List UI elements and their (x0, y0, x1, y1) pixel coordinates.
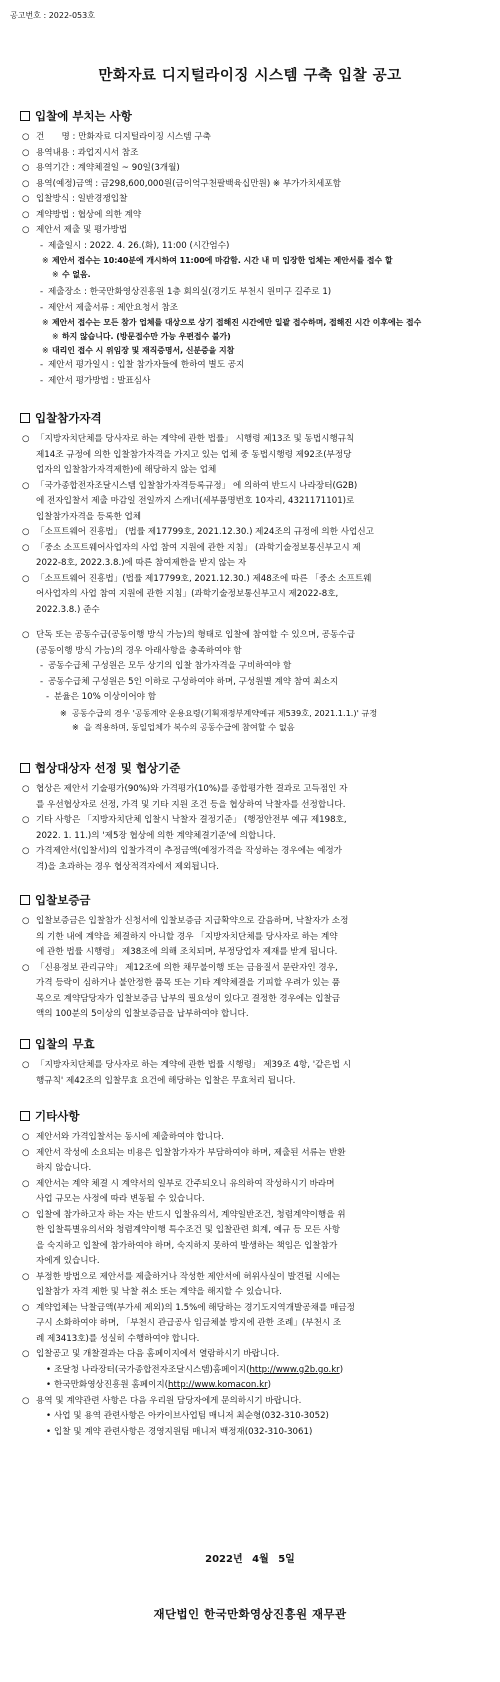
submit-date: - 제출일시 : 2022. 4. 26.(화), 11:00 (시간엄수) (20, 239, 486, 255)
list-item: ○ 입찰보증금은 입찰참가 신청서에 입찰보증금 지급확약으로 갈음하며, 낙찰자가 소정 (20, 914, 486, 930)
list-item-cont: 입찰참가 자격 제한 및 낙찰 취소 또는 계약을 해지할 수 있습니다. (36, 1287, 282, 1297)
list-item-cont: 제14조 규정에 의한 입찰참가자격을 가지고 있는 업체 중 동법시행령 제92조(부정당 (36, 449, 352, 460)
sub-item: - 공동수급체 구성원은 모두 상기의 입찰 참가자격을 구비하여야 함 (20, 659, 486, 675)
list-item-cont: 가격 등락이 심하거나 불안정한 품목 또는 기타 계약체결을 기피할 우려가 있는 품 (36, 978, 341, 988)
list-item: ○ 제안서와 가격입찰서는 동시에 제출하여야 합니다. (20, 1130, 486, 1146)
list-item: ○ 「중소 소프트웨어사업자의 사업 참여 지원에 관한 지침」 (과학기술정보통신부고시 제 (20, 541, 486, 557)
list-item: ○ 제안서는 계약 체결 시 계약서의 일부로 간주되오니 유의하여 작성하시기 바라며 (20, 1177, 486, 1193)
list-item-cont: 어사업자의 사업 참여 지원에 관한 지침」(과학기술정보통신부고시 제2022-8호, (36, 589, 339, 599)
eval-method: - 제안서 평가방법 : 발표심사 (20, 374, 486, 390)
list-item: ○ 입찰에 참가하고자 하는 자는 반드시 입찰유의서, 계약일반조건, 청렴계약이행을 위 (20, 1208, 486, 1224)
list-item: ○ 가격제안서(입찰서)의 입찰가격이 추정금액(예정가격을 작성하는 경우에는 예정가 (20, 844, 486, 860)
list-item: ○ 「신용정보 관리규약」 제12조에 의한 채무불이행 또는 금융질서 문란자인 경우, (20, 961, 486, 977)
issuer-name: 재단법인 한국만화영상진흥원 재무관 (153, 1607, 347, 1621)
list-item-cont: 격)을 초과하는 경우 협상적격자에서 제외됩니다. (36, 861, 220, 872)
list-item-cont: 2022-8호, 2022.3.8.)에 따른 참여제한을 받지 않는 자 (36, 558, 247, 568)
list-item: ○ 제안서 작성에 소요되는 비용은 입찰참가자가 부담하여야 하며, 제출된 서류는 반환 (20, 1146, 486, 1162)
list-item: ○ 계약업체는 낙찰금액(부가세 제외)의 1.5%에 해당하는 경기도지역개발공채를 매금정 (20, 1301, 486, 1317)
list-item-cont: 을 숙지하고 입찰에 참가하여야 하며, 숙지하지 못하여 발생하는 책임은 입찰참가 (36, 1240, 338, 1251)
list-item-cont: 하지 않습니다. (36, 1163, 92, 1173)
section-deposit (20, 892, 486, 1023)
item-name: ○ 건 명 : 만화자료 디지털라이징 시스템 구축 (20, 130, 486, 146)
note-line: ※ 공동수급의 경우 '공동계약 운용요령(기획재정부계약예규 제539호, 2021.1.1.)' 규정 (20, 706, 486, 721)
list-item-cont: 례 제3413호)를 성실히 수행하여야 합니다. (36, 1333, 200, 1344)
note-line: ※ 하지 않습니다. (방문접수만 가능 우편접수 불가) (20, 330, 486, 344)
list-item-cont: 2022.3.8.) 준수 (36, 604, 100, 615)
checkbox-square-icon (20, 1111, 30, 1121)
section-heading: 기타사항 (20, 1108, 486, 1124)
list-item-cont: 에 전자입찰서 제출 마감일 전일까지 스캐너(세부품명번호 10자리, 4321171101)로 (36, 496, 355, 506)
item-content: ○ 용역내용 : 과업지시서 참조 (20, 146, 486, 162)
list-item-cont: 2022. 1. 11.)의 '제5장 협상에 의한 계약체결기준'에 의합니다. (36, 830, 276, 841)
section-heading: 협상대상자 선정 및 협상기준 (20, 760, 486, 776)
page-title: 만화자료 디지털라이징 시스템 구축 입찰 공고 (98, 68, 402, 84)
list-item-cont: 에 관한 법률 시행령」 제38조에 의해 조치되며, 부정당업자 제재를 받게 됩니다. (36, 947, 338, 957)
section-heading: 입찰에 부치는 사항 (20, 108, 486, 124)
list-item: ○ 「지방자치단체를 당사자로 하는 계약에 관한 법률」 시행령 제13조 및 동법시행규칙 (20, 432, 486, 448)
list-item-cont: 한 입찰특별유의서와 청렴계약이행 특수조건 및 입찰관련 회계, 예규 등 모든 사항 (36, 1225, 341, 1235)
item-method: ○ 입찰방식 : 일반경쟁입찰 (20, 192, 486, 208)
note-line: ※ 제안서 접수는 모든 참가 업체를 대상으로 상기 접해진 시간에만 일괄 접수하며, 접해진 시간 이후에는 접수 (20, 316, 486, 330)
list-bullet: • 입찰 및 계약 관련사항은 경영지원팀 매니저 백정재(032-310-3061) (20, 1425, 486, 1441)
section-eligibility (20, 410, 486, 735)
sub-item-cont: - 분율은 10% 이상이어야 함 (20, 690, 486, 706)
section-misc (20, 1108, 486, 1440)
list-item-cont: 사업 규모는 사정에 따라 변동될 수 있습니다. (36, 1194, 205, 1204)
section-negotiation (20, 760, 486, 875)
list-item: ○ 「소프트웨어 진흥법」 (법률 제17799호, 2021.12.30.) 제24조의 규정에 의한 사업신고 (20, 525, 486, 541)
list-item-cont: 업자의 입찰참가자격제한)에 해당하지 않는 업체 (36, 465, 217, 475)
list-item-cont: 액의 100분의 5이상의 입찰보증금을 납부하여야 합니다. (36, 1009, 249, 1019)
g2b-link[interactable]: http://www.g2b.go.kr (249, 1364, 340, 1375)
item-submit: ○ 제안서 제출 및 평가방법 (20, 223, 486, 239)
list-item-cont: (공동이행 방식 가능)의 경우 아래사항을 충족하여야 함 (36, 645, 242, 656)
list-item-cont: 를 우선협상자로 선정, 가격 및 기타 지원 조건 등을 협상하여 낙찰자를 선정합니다. (36, 799, 346, 810)
list-item-cont: 입찰참가자격을 등록한 업체 (36, 511, 142, 522)
checkbox-square-icon (20, 895, 30, 905)
list-item: ○ 단독 또는 공동수급(공동이행 방식 가능)의 형태로 입찰에 참여할 수 있으며, 공동수급 (20, 628, 486, 644)
checkbox-square-icon (20, 111, 30, 121)
list-bullet: • 사업 및 용역 관련사항은 아카이브사업팀 매니저 최순형(032-310-3052) (20, 1409, 486, 1425)
notice-number: 공고번호 : 2022-053호 (10, 11, 95, 20)
item-contract: ○ 계약방법 : 협상에 의한 계약 (20, 208, 486, 224)
list-item: ○ 입찰공고 및 개찰결과는 다음 홈페이지에서 열람하시기 바랍니다. (20, 1347, 486, 1363)
section-invalid (20, 1036, 486, 1089)
list-item: ○ 협상은 제안서 기술평가(90%)와 가격평가(10%)를 종합평가한 결과로 고득점인 자 (20, 782, 486, 798)
note-line: ※ 수 없음. (20, 268, 486, 282)
list-bullet: • 한국만화영상진흥원 홈페이지(http://www.komacon.kr) (20, 1378, 486, 1394)
list-item-cont: 목으로 계약담당자가 입찰보증금 납부의 필요성이 있다고 결정한 경우에는 입찰금 (36, 993, 341, 1004)
list-item-cont: 자에게 있습니다. (36, 1256, 100, 1266)
section-heading: 입찰보증금 (20, 892, 486, 908)
list-item: ○ 기타 사항은 「지방자치단체 입찰시 낙찰자 결정기준」 (행정안전부 예규 제198호, (20, 813, 486, 829)
section-heading: 입찰참가자격 (20, 410, 486, 426)
list-item-cont: 구시 소화하여야 하며, 「부천시 관급공사 임금체불 방지에 관한 조례」(부천시 조 (36, 1318, 342, 1328)
submit-docs: - 제안서 제출서류 : 제안요청서 참조 (20, 301, 486, 317)
submit-place: - 제출장소 : 한국만화영상진흥원 1층 회의실(경기도 부천시 원미구 길주로 1) (20, 285, 486, 301)
note-line: ※ 을 적용하며, 동일업체가 복수의 공동수급에 참여할 수 없음 (20, 720, 486, 735)
list-item-cont: 행규칙' 제42조의 입찰무효 요건에 해당하는 입찰은 무효처리 됩니다. (36, 1075, 296, 1086)
eval-date: - 제안서 평가일시 : 입찰 참가자들에 한하여 별도 공지 (20, 358, 486, 374)
list-item: ○ 「소프트웨어 진흥법」(법률 제17799호, 2021.12.30.) 제48조에 따른 「중소 소프트웨 (20, 572, 486, 588)
checkbox-square-icon (20, 413, 30, 423)
list-item: ○ 「지방자치단체를 당사자로 하는 계약에 관한 법률 시행령」 제39조 4항, '같은법 시 (20, 1058, 486, 1074)
note-line: ※ 대리인 접수 시 위임장 및 재직증명서, 신분증을 지참 (20, 344, 486, 358)
note-line: ※ 제안서 접수는 10:40분에 개시하여 11:00에 마감함. 시간 내 미 입장한 업체는 제안서를 접수 할 (20, 254, 486, 268)
list-item-cont: 의 기한 내에 계약을 체결하지 아니할 경우 「지방자치단체를 당사자로 하는 계약 (36, 931, 338, 942)
checkbox-square-icon (20, 763, 30, 773)
item-period: ○ 용역기간 : 계약체결일 ~ 90일(3개월) (20, 161, 486, 177)
section-heading: 입찰의 무효 (20, 1036, 486, 1052)
list-item: ○ 「국가종합전자조달시스템 입찰참가자격등록규정」 에 의하여 반드시 나라장터(G2B) (20, 479, 486, 495)
notice-date: 2022년 4월 5일 (205, 1554, 295, 1565)
checkbox-square-icon (20, 1039, 30, 1049)
list-bullet: • 조달청 나라장터(국가종합전자조달시스템)홈페이지(http://www.g2b.go.kr) (20, 1363, 486, 1379)
item-budget: ○ 용역(예정)금액 : 금298,600,000원(금이억구천팔백육십만원) ※ 부가가치세포함 (20, 177, 486, 193)
komacon-link[interactable]: http://www.komacon.kr (168, 1380, 268, 1390)
list-item: ○ 용역 및 계약관련 사항은 다음 우리원 담당자에게 문의하시기 바랍니다. (20, 1394, 486, 1410)
list-item: ○ 부정한 방법으로 제안서를 제출하거나 작성한 제안서에 허위사실이 발견될 시에는 (20, 1270, 486, 1286)
sub-item: - 공동수급체 구성원은 5인 이하로 구성하여야 하며, 구성원별 계약 참여 최소지 (20, 675, 486, 691)
section-bid-items (20, 108, 486, 389)
